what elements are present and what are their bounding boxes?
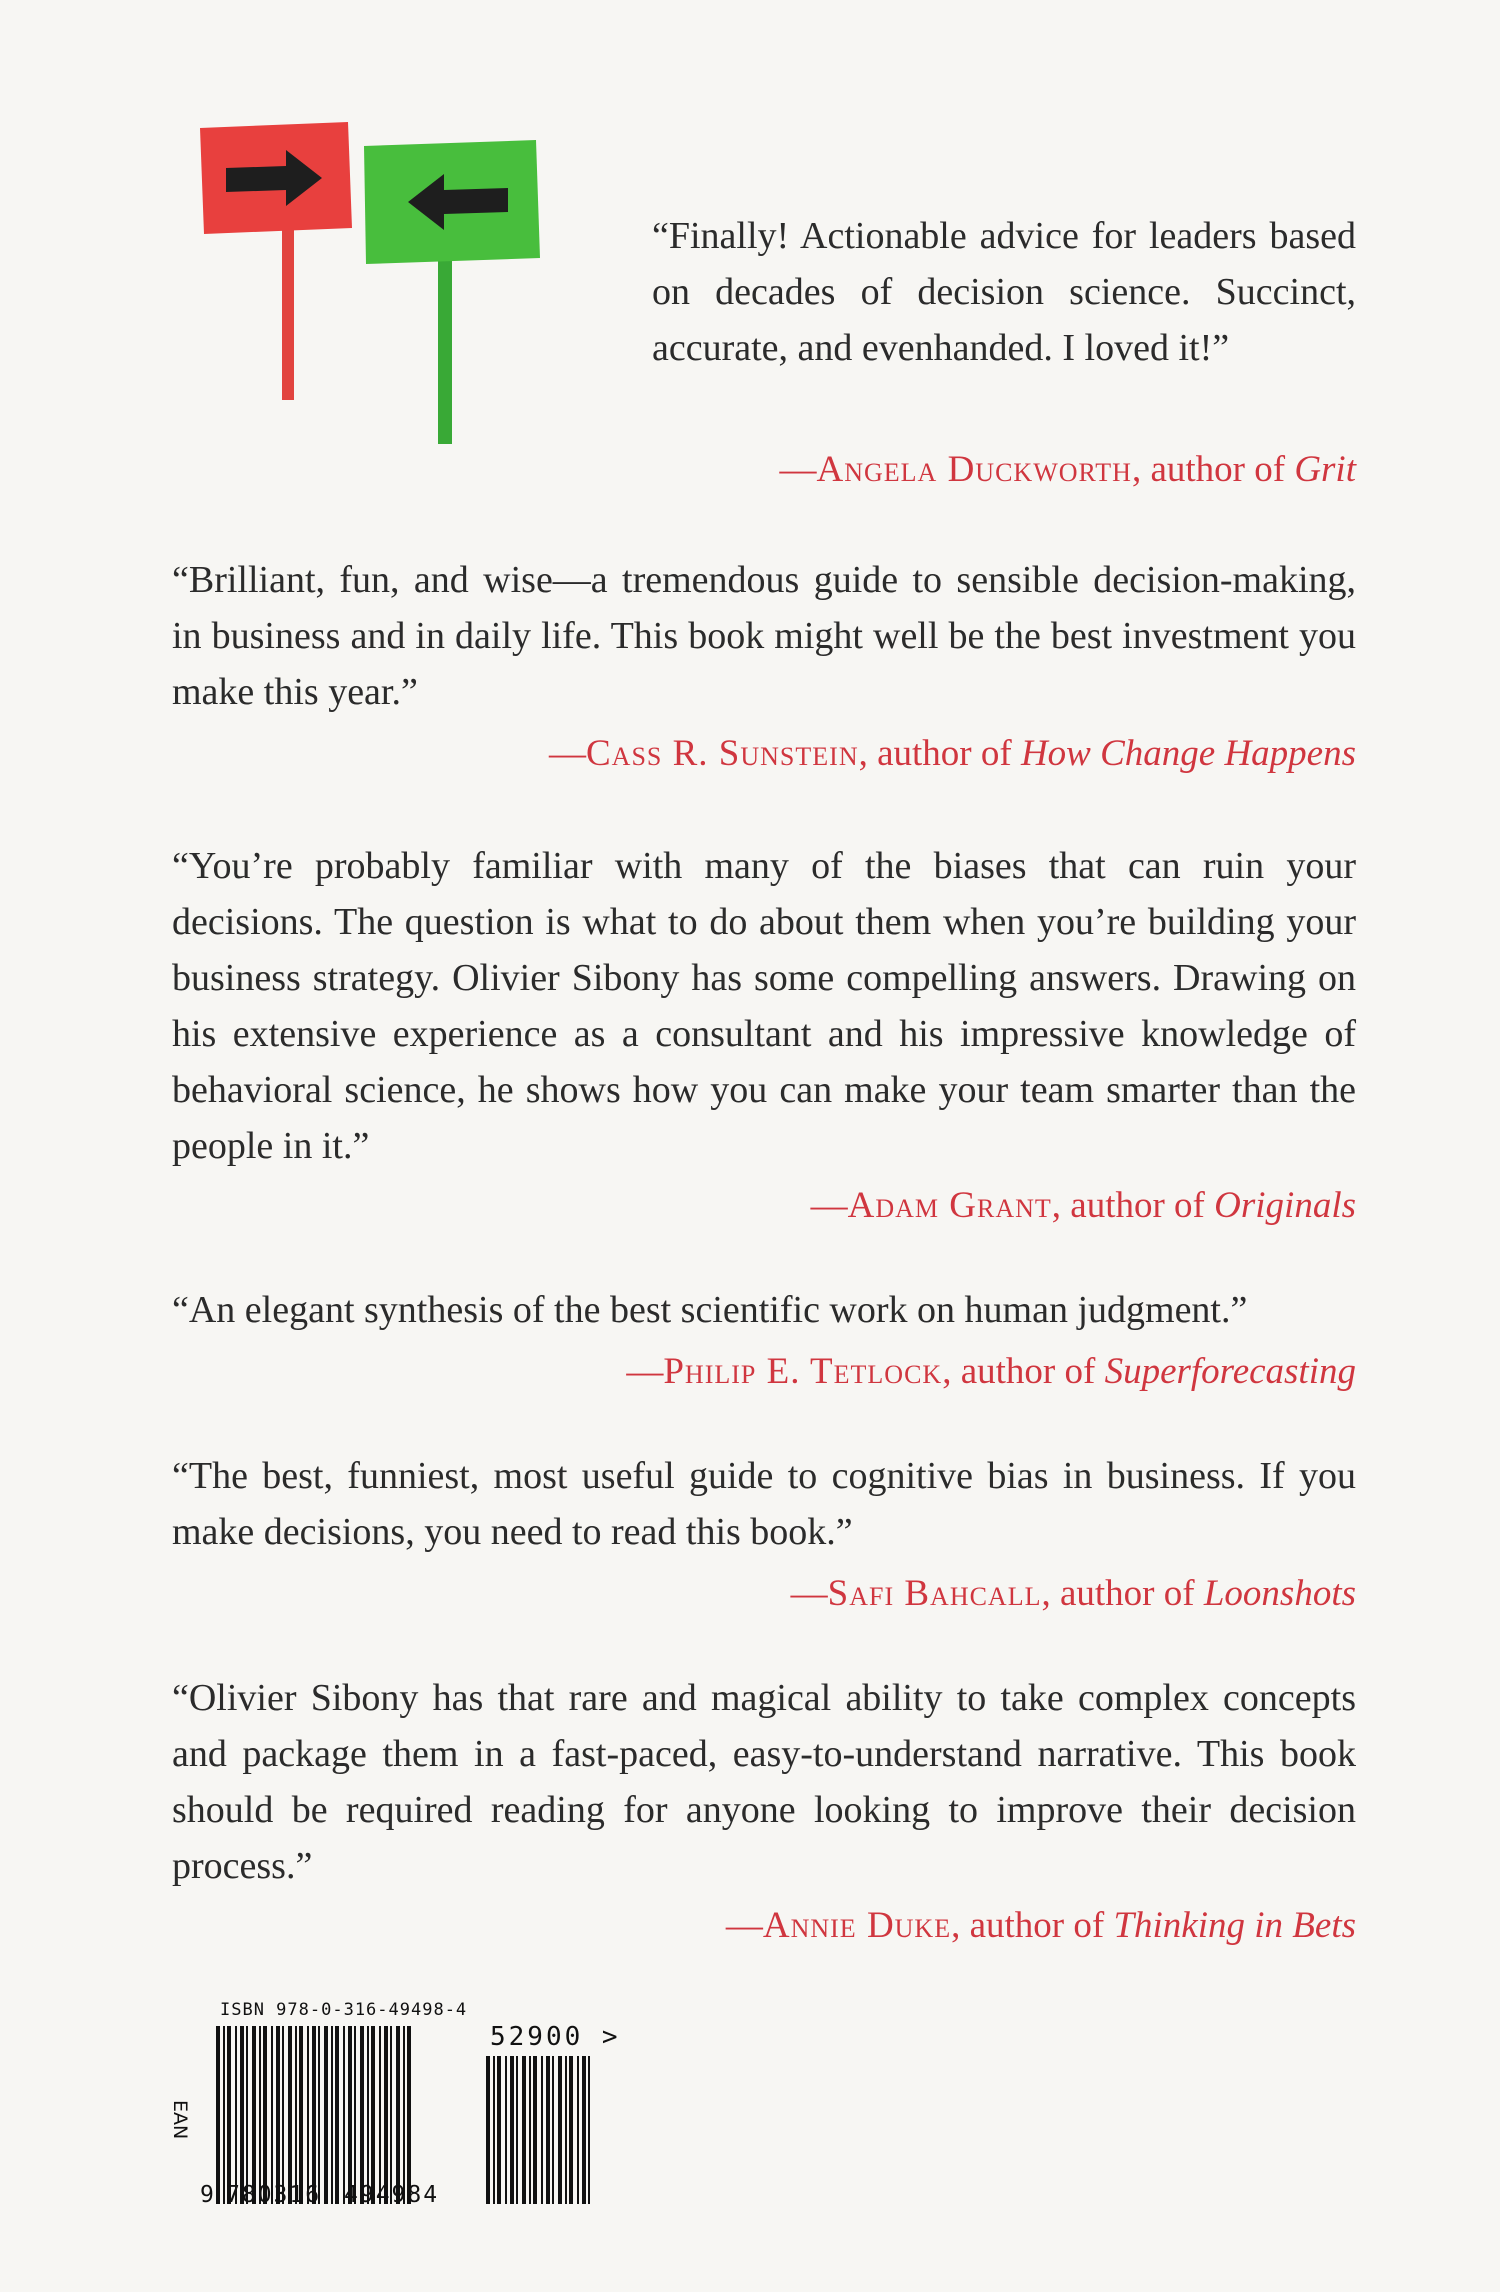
author-of: , author of [1131, 449, 1295, 490]
blurb-quote-1 [652, 208, 1356, 376]
barcode-bar [246, 2026, 248, 2204]
barcode-bar [288, 2026, 292, 2204]
dash: — [790, 1573, 828, 1614]
author-name: Annie Duke [762, 1905, 952, 1946]
barcode-bar [295, 2026, 297, 2204]
dash: — [626, 1351, 664, 1392]
barcode-bar [312, 2026, 316, 2204]
barcode-bar [271, 2026, 273, 2204]
book-title: Thinking in Bets [1113, 1905, 1356, 1946]
blurb-quote-5 [172, 1448, 1356, 1560]
barcode-bar [227, 2026, 231, 2204]
barcode-bar [318, 2026, 320, 2204]
blurb-text: “Brilliant, fun, and wise—a tremendous guide to sensible decision-making, in business and in daily life. This book might well be the best investment you make this year.” [172, 559, 1356, 713]
barcode-bar [493, 2056, 495, 2204]
barcode-bar [516, 2056, 518, 2204]
blurb-attribution-6 [726, 1904, 1356, 1947]
barcode-bar [552, 2056, 554, 2204]
barcode-bar [407, 2026, 411, 2204]
book-title: Superforecasting [1104, 1351, 1356, 1392]
barcode-bar [299, 2026, 303, 2204]
author-name: Cass R. Sunstein [586, 733, 859, 774]
book-title: How Change Happens [1020, 733, 1356, 774]
barcode-bar [529, 2056, 531, 2204]
barcode-bar [371, 2026, 375, 2204]
author-of: , author of [951, 1905, 1114, 1946]
book-title: Grit [1294, 449, 1356, 490]
barcode-bar [533, 2056, 537, 2204]
barcode-bar [396, 2026, 400, 2204]
blurb-text: “Olivier Sibony has that rare and magical ability to take complex concepts and package them in a fast-paced, easy-to-understand narrative. This book should be required reading for anyone looking to improve their decision process.” [172, 1677, 1356, 1887]
barcode-bar [403, 2026, 405, 2204]
blurb-attribution-4 [626, 1350, 1356, 1393]
author-of: , author of [942, 1351, 1105, 1392]
barcode-bar [546, 2056, 550, 2204]
barcode-bar [379, 2026, 381, 2204]
book-title: Originals [1214, 1185, 1356, 1226]
blurb-quote-3 [172, 838, 1356, 1174]
barcode-bar [541, 2056, 543, 2204]
green-arrow-left-sign-icon [364, 140, 540, 444]
dash: — [810, 1185, 848, 1226]
barcode-bar [282, 2026, 284, 2204]
author-name: Angela Duckworth [816, 449, 1132, 490]
blurb-attribution-2 [549, 732, 1356, 775]
barcode-bar [577, 2056, 579, 2204]
red-arrow-right-sign-icon [200, 122, 352, 400]
barcode-bar [223, 2026, 225, 2204]
barcode-bar [558, 2056, 562, 2204]
barcode-bar [235, 2026, 237, 2204]
dash: — [779, 449, 817, 490]
barcode-bar [497, 2056, 501, 2204]
author-of: , author of [1051, 1185, 1215, 1226]
blurb-text: “You’re probably familiar with many of the biases that can ruin your decisions. The question is what to do about them when you’re building your business strategy. Olivier Sibony has some compelling answers. Drawing on his extensive experience as a consultant and his impressive knowledge of behavioral science, he shows how you can make your team smarter than the people in it.” [172, 845, 1356, 1167]
barcode-left-digits: 780316 [226, 2182, 322, 2208]
barcode-bar [486, 2056, 490, 2204]
barcode-bar [360, 2026, 364, 2204]
barcode-bar [510, 2056, 514, 2204]
blurb-quote-2 [172, 552, 1356, 720]
barcode-bar [588, 2056, 590, 2204]
blurb-text: “An elegant synthesis of the best scientific work on human judgment.” [172, 1289, 1248, 1331]
price-code: 52900 > [490, 2022, 621, 2052]
author-name: Philip E. Tetlock [663, 1351, 943, 1392]
barcode-bar [307, 2026, 309, 2204]
barcode-bar [343, 2026, 345, 2204]
blurb-attribution-5 [791, 1572, 1356, 1615]
barcode-bar [335, 2026, 339, 2204]
isbn-number: ISBN 978-0-316-49498-4 [220, 2000, 468, 2020]
barcode-bar [263, 2026, 267, 2204]
barcode-bar [565, 2056, 567, 2204]
blurb-attribution-3 [811, 1184, 1356, 1227]
barcode-bar [259, 2026, 261, 2204]
barcode-bar [367, 2026, 369, 2204]
barcode-bar [216, 2026, 220, 2204]
ean-label [170, 2100, 190, 2143]
barcode-first-digit: 9 [200, 2182, 214, 2208]
author-name: Safi Bahcall [827, 1573, 1042, 1614]
author-of: , author of [1041, 1573, 1204, 1614]
dash: — [549, 733, 586, 774]
barcode-bar [324, 2026, 328, 2204]
barcode-bar [348, 2026, 352, 2204]
author-name: Adam Grant [847, 1185, 1052, 1226]
blurb-text: “Finally! Actionable advice for leaders based on decades of decision science. Succinct, accurate, and evenhanded. I loved it!” [652, 215, 1356, 369]
ean-barcode-bars [216, 2026, 426, 2206]
blurb-quote-6 [172, 1670, 1356, 1894]
author-of: , author of [858, 733, 1021, 774]
price-addon-bars [486, 2056, 606, 2206]
barcode-bar [276, 2026, 280, 2204]
blurb-quote-4 [172, 1282, 1356, 1338]
barcode-bar [252, 2026, 256, 2204]
barcode-right-digits: 494984 [344, 2182, 440, 2208]
ean-text: EAN [169, 2100, 191, 2140]
barcode-bar [569, 2056, 573, 2204]
barcode-bar [331, 2026, 333, 2204]
barcode-bar [505, 2056, 507, 2204]
isbn-barcode [160, 2000, 660, 2230]
barcode-bar [354, 2026, 356, 2204]
barcode-bar [384, 2026, 388, 2204]
barcode-bar [240, 2026, 244, 2204]
blurb-text: “The best, funniest, most useful guide to cognitive bias in business. If you make decisions, you need to read this book.” [172, 1455, 1356, 1553]
blurb-attribution-1 [780, 448, 1356, 491]
barcode-bar [522, 2056, 526, 2204]
dash: — [725, 1905, 763, 1946]
signs-illustration [196, 118, 546, 448]
barcode-bar [390, 2026, 392, 2204]
barcode-bar [582, 2056, 586, 2204]
book-title: Loonshots [1203, 1573, 1356, 1614]
